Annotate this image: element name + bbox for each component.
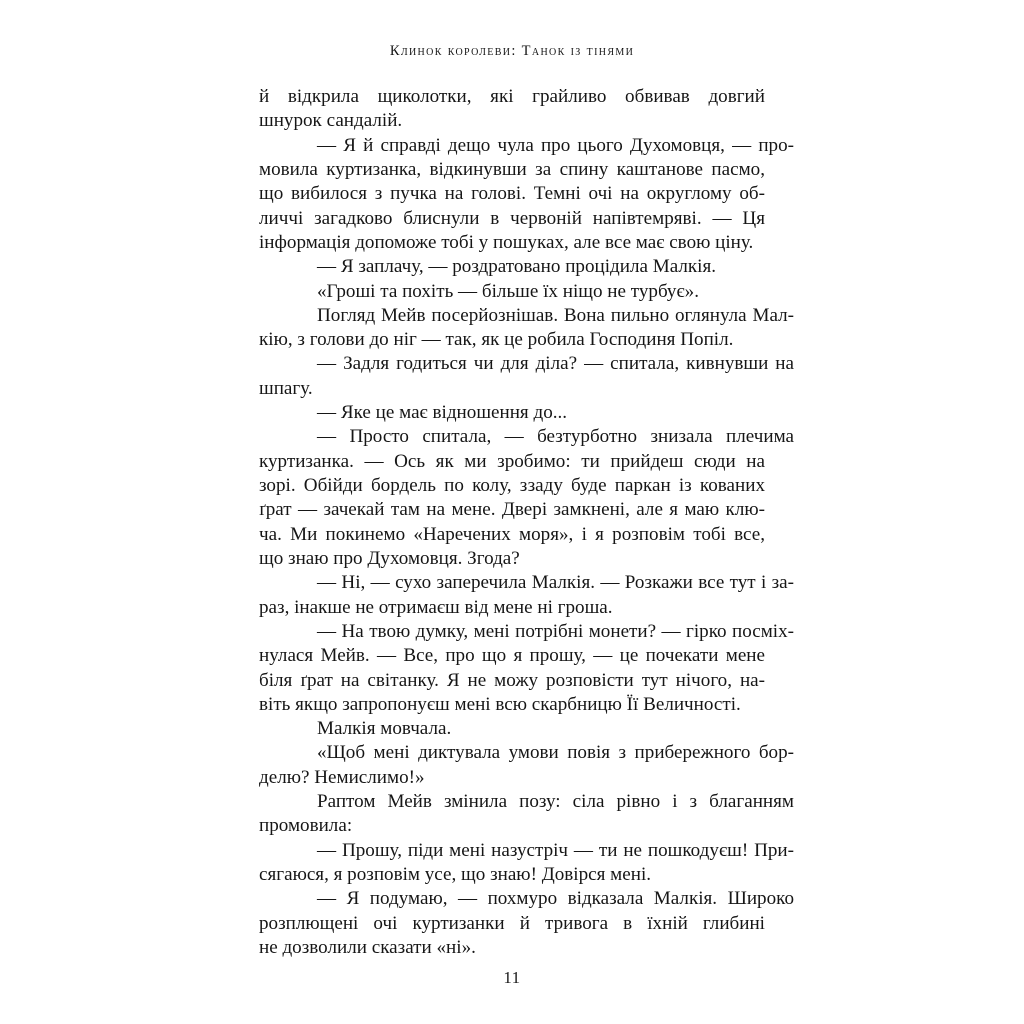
text-line-content: — Задля годиться чи для діла? — спитала, кивнувши на [317,353,794,375]
text-line-content: ґрат — зачекай там на мене. Двері замкнені, але я маю клю- [259,499,765,521]
text-line-content: — Ні, — сухо заперечила Малкія. — Розкажи все тут і за- [317,572,794,594]
text-line [259,741,794,765]
text-line-content: — Я заплачу, — роздратовано процідила Малкія. [317,256,717,278]
text-line [259,717,765,741]
paragraph [259,401,765,425]
text-line [259,644,765,668]
text-line-content: шнурок сандалій. [259,110,403,132]
paragraph [259,255,765,279]
text-line [259,352,794,376]
text-line-content: зорі. Обійди бордель по колу, ззаду буде паркан із кованих [259,475,765,496]
text-line [259,596,765,620]
text-line [259,814,765,838]
text-line-content: що знаю про Духомовця. Згода? [259,547,520,569]
text-line-content: — Яке це має відношення до... [317,402,568,424]
text-line-content: кію, з голови до ніг — так, як це робила Господиня Попіл. [259,329,734,351]
text-line-content: розплющені очі куртизанки й тривога в їхній глибині [259,912,765,934]
text-line [259,207,765,231]
text-line [259,255,765,279]
text-line-content: Погляд Мейв посерйознішав. Вона пильно оглянула Мал- [317,304,794,326]
text-line [259,863,765,887]
text-line [259,182,765,206]
text-line-content: — Просто спитала, — безтурботно знизала плечима [317,426,794,448]
text-line [259,620,794,644]
text-line-content: ча. Ми покинемо «Наречених моря», і я розповім тобі все, [259,523,765,545]
text-line-content: — Прошу, піди мені назустріч — ти не пошкодуєш! При- [317,839,794,861]
paragraph [259,839,794,888]
text-line-content: що вибилося з пучка на голові. Темні очі на округлому об- [259,183,765,205]
paragraph [259,741,794,790]
text-line-content: — На твою думку, мені потрібні монети? — гірко посміх- [317,620,794,642]
page-number: 11 [503,968,521,987]
text-line [259,523,765,547]
paragraph [259,134,794,256]
running-head: Клинок королеви: Танок із тінями [389,43,635,59]
text-line-content: промовила: [259,815,353,837]
text-line [259,425,794,449]
text-line [259,450,765,474]
paragraph [259,717,765,741]
text-line-content: мовила куртизанка, відкинувши за спину каштанове пасмо, [259,158,765,180]
text-line-content: віть якщо запропонуєш мені всю скарбницю Її Величності. [259,693,741,715]
text-line [259,498,765,522]
text-line [259,571,794,595]
text-line-content: Малкія мовчала. [317,718,452,740]
paragraph [259,887,794,960]
text-line-content: нулася Мейв. — Все, про що я прошу, — це почекати мене [259,645,765,667]
text-line [259,304,794,328]
text-line [259,887,794,911]
text-line [259,839,794,863]
text-line-content: куртизанка. — Ось як ми зробимо: ти прийдеш сюди на [259,450,765,472]
text-line [259,693,765,717]
text-line-content: раз, інакше не отримаєш від мене ні гроша. [259,596,613,618]
text-line-content: — Я подумаю, — похмуро відказала Малкія. Широко [317,888,794,910]
body-text-block [259,85,794,960]
paragraph [259,620,794,717]
text-line [259,377,765,401]
text-line-content: біля ґрат на світанку. Я не можу розповісти тут нічого, на- [259,669,765,691]
text-line [259,912,765,936]
text-line [259,158,765,182]
paragraph [259,571,794,620]
text-line [259,936,765,960]
text-line-content: «Гроші та похіть — більше їх ніщо не турбує». [317,280,699,302]
text-line [259,328,765,352]
text-line-content: — Я й справді дещо чула про цього Духомовця, — про- [317,134,794,156]
text-line [259,474,765,498]
text-line-content: «Щоб мені диктувала умови повія з прибережного бор- [317,742,794,764]
text-line-content: інформація допоможе тобі у пошуках, але все має свою ціну. [259,231,754,253]
paragraph [259,352,794,401]
paragraph [259,85,765,134]
text-line-content: сягаюся, я розповім усе, що знаю! Довірся мені. [259,864,652,885]
text-line [259,766,765,790]
paragraph [259,790,794,839]
text-line [259,280,765,304]
text-line [259,231,765,255]
paragraph [259,304,794,353]
text-line [259,85,765,109]
paragraph [259,425,794,571]
text-line [259,109,765,133]
text-line-content: шпагу. [259,377,313,399]
text-line-content: й відкрила щиколотки, які грайливо обвивав довгий [259,86,765,107]
text-line-content: Раптом Мейв змінила позу: сіла рівно і з благанням [317,791,794,813]
paragraph [259,280,765,304]
text-line [259,547,765,571]
text-line [259,134,794,158]
text-line-content: личчі загадково блиснули в червоній напівтемряві. — Ця [259,207,765,229]
text-line-content: делю? Немислимо!» [259,766,425,788]
text-line [259,401,765,425]
text-line [259,790,794,814]
text-line [259,669,765,693]
text-line-content: не дозволили сказати «ні». [259,936,476,958]
